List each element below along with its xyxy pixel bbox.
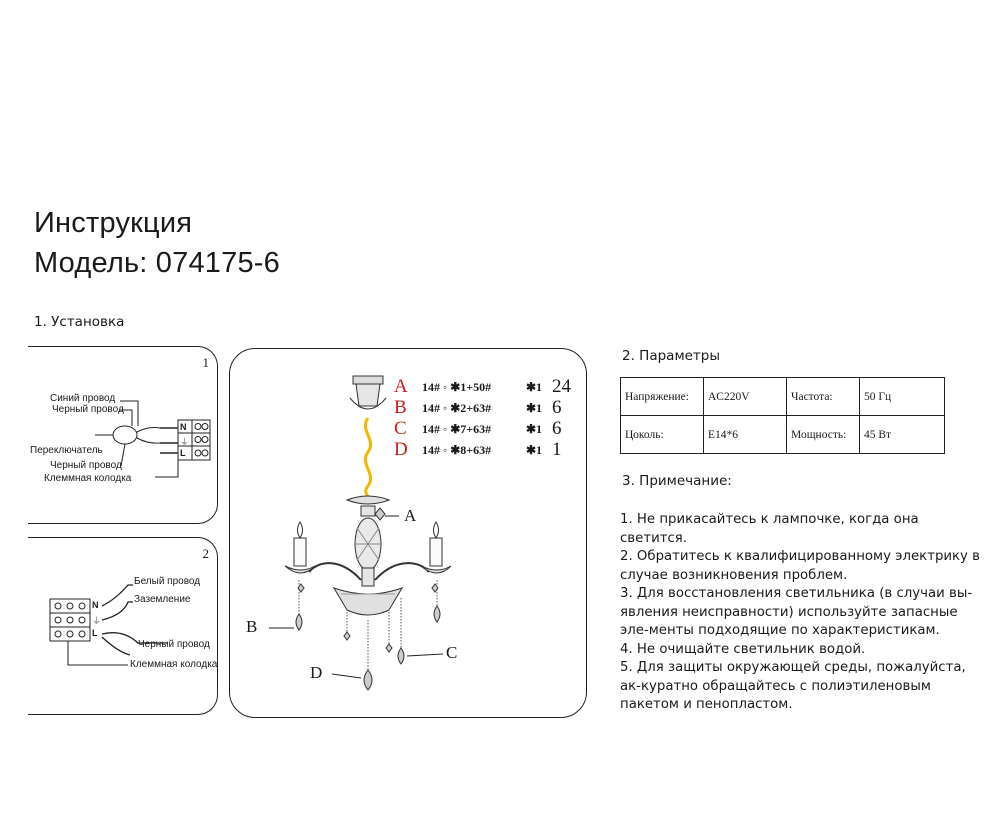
panel2-terminal-earth: ⏚: [92, 616, 102, 626]
param-value: E14*6: [704, 416, 787, 454]
model-title: Модель: 074175-6: [34, 247, 280, 279]
param-value: AC220V: [704, 378, 787, 416]
callout-c: C: [446, 643, 458, 662]
panel1-label-black-wire-top: Черный провод: [52, 404, 124, 415]
chandelier-illustration: [229, 348, 587, 718]
crystal-code-a: 14# ◦ ✱1+50#: [422, 380, 492, 394]
param-label: Цоколь:: [621, 416, 704, 454]
panel2-label-black-wire: Черный провод: [138, 639, 210, 650]
notes-list: [620, 511, 980, 715]
params-row: [621, 416, 945, 454]
crystal-code-c: 14# ◦ ✱7+63#: [422, 422, 492, 436]
note-item: 4. Не очищайте светильник водой.: [620, 641, 866, 657]
panel-2-number: 2: [202, 546, 209, 561]
crystal-qty-a: 24: [552, 376, 571, 397]
crystal-mult-b: ✱1: [526, 401, 543, 415]
param-label: Напряжение:: [621, 378, 704, 416]
notes-heading: 3. Примечание:: [622, 473, 732, 489]
chain: [365, 418, 370, 502]
panel1-label-blue-wire: Синий провод: [50, 393, 116, 404]
panel1-terminal-earth: ⏚: [180, 437, 190, 447]
panel2-label-white-wire: Белый провод: [134, 576, 201, 587]
crystal-mult-a: ✱1: [526, 380, 543, 394]
panel-1-number: 1: [202, 355, 209, 370]
panel2-label-ground: Заземление: [134, 594, 191, 605]
callout-b: B: [246, 617, 258, 636]
crystal-letter-d: D: [394, 439, 408, 460]
panel1-terminal-l: L: [180, 448, 186, 458]
panel2-label-terminal-block: Клеммная колодка: [130, 659, 218, 670]
panel1-terminal-n: N: [180, 422, 187, 432]
param-value: 45 Вт: [860, 416, 945, 454]
params-heading: 2. Параметры: [622, 348, 721, 364]
params-table: [620, 377, 945, 454]
param-label: Мощность:: [787, 416, 860, 454]
crystal-qty-d: 1: [552, 439, 562, 460]
param-value: 50 Гц: [860, 378, 945, 416]
crystal-mult-d: ✱1: [526, 443, 543, 457]
panel2-terminal-l: L: [92, 628, 98, 638]
installation-heading: 1. Установка: [34, 314, 125, 330]
panel1-label-switch: Переключатель: [30, 445, 103, 456]
wiring-diagram-1: [28, 346, 218, 524]
note-item: 1. Не прикасайтесь к лампочке, когда она светится.: [620, 512, 919, 546]
params-row: [621, 378, 945, 416]
note-item: 5. Для защиты окружающей среды, пожалуйста, ак-куратно обращайтесь с полиэтиленовым пакетом и пенопластом.: [620, 660, 966, 712]
param-label: Частота:: [787, 378, 860, 416]
callout-d: D: [310, 663, 323, 682]
panel2-terminal-n: N: [92, 600, 99, 610]
wiring-diagram-2: [28, 537, 218, 715]
page-title: Инструкция: [34, 207, 193, 239]
crystal-letter-b: B: [394, 397, 407, 418]
crystal-code-b: 14# ◦ ✱2+63#: [422, 401, 492, 415]
crystal-qty-b: 6: [552, 397, 562, 418]
crystal-letter-a: A: [394, 376, 408, 397]
crystal-qty-c: 6: [552, 418, 562, 439]
crystal-letter-c: C: [394, 418, 407, 439]
note-item: 2. Обратитесь к квалифицированному электрику в случае возникновения проблем.: [620, 549, 980, 583]
crystal-mult-c: ✱1: [526, 422, 543, 436]
panel1-label-black-wire-bottom: Черный провод: [50, 460, 122, 471]
crystal-code-d: 14# ◦ ✱8+63#: [422, 443, 492, 457]
note-item: 3. Для восстановления светильника (в случаи вы-явления неисправности) используйте запасные эле-менты подходящие по характеристикам.: [620, 586, 973, 638]
callout-a: A: [404, 506, 417, 525]
panel1-label-terminal-block: Клеммная колодка: [44, 473, 132, 484]
